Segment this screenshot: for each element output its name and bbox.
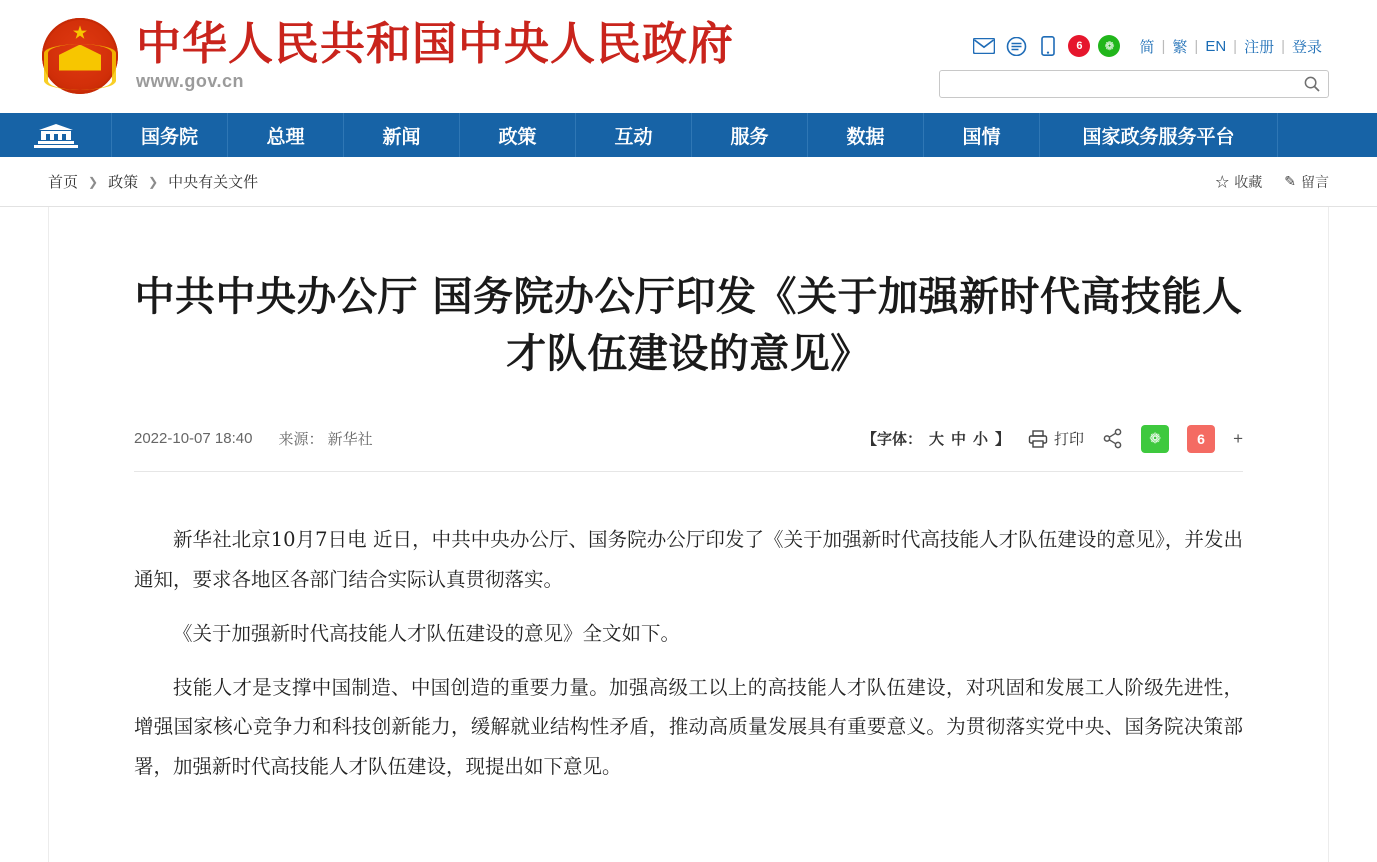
search-button[interactable] (1302, 75, 1322, 95)
favorite-button[interactable] (1215, 172, 1262, 192)
lang-simplified-link[interactable]: 简 (1139, 38, 1155, 56)
brand-text (136, 16, 735, 92)
article-meta-left (134, 428, 373, 449)
link-separator-3: | (1233, 37, 1238, 55)
register-link[interactable]: 注册 (1244, 38, 1275, 56)
weibo-icon[interactable]: 6 (1068, 35, 1090, 57)
login-link[interactable]: 登录 (1291, 38, 1322, 56)
favorite-label: 收藏 (1234, 173, 1263, 190)
site-header (0, 0, 1377, 113)
nav-item-premier[interactable]: 总理 (228, 113, 344, 157)
share-icon[interactable] (1102, 428, 1123, 449)
font-size-small-button[interactable]: 小 (973, 431, 989, 449)
font-size-suffix: 】 (995, 431, 1011, 449)
leave-message-label: 留言 (1301, 173, 1329, 190)
nav-item-guowuyuan[interactable]: 国务院 (112, 113, 228, 157)
print-button[interactable] (1028, 428, 1084, 449)
article-paragraph: 新华社北京10月7日电 近日，中共中央办公厅、国务院办公厅印发了《关于加强新时代高技能人才队伍建设的意见》，并发出通知，要求各地区各部门结合实际认真贯彻落实。 (134, 527, 1243, 591)
wechat-icon[interactable]: ❁ (1098, 35, 1120, 57)
leave-message-button[interactable] (1284, 172, 1329, 192)
publish-date: 2022-10-07 18:40 (134, 430, 253, 448)
breadcrumb-item-policy[interactable]: 政策 (108, 174, 139, 191)
share-weibo-button[interactable]: 6 (1187, 425, 1215, 453)
nav-item-news[interactable]: 新闻 (344, 113, 460, 157)
article-meta (134, 425, 1243, 472)
lang-english-link[interactable]: EN (1205, 37, 1227, 55)
share-more-button[interactable]: + (1233, 428, 1243, 448)
message-icon[interactable] (1004, 36, 1028, 56)
page-title: 中共中央办公厅 国务院办公厅印发《关于加强新时代高技能人才队伍建设的意见》 (134, 274, 1243, 377)
nav-item-policy[interactable]: 政策 (460, 113, 576, 157)
breadcrumb-item-home[interactable]: 首页 (48, 174, 79, 191)
article-paragraph: 《关于加强新时代高技能人才队伍建设的意见》全文如下。 (173, 621, 681, 645)
link-separator-4: | (1281, 37, 1285, 55)
source-group (278, 428, 372, 449)
breadcrumb-tools (1215, 172, 1329, 192)
header-links (1132, 36, 1329, 57)
font-size-large-button[interactable]: 大 (928, 431, 944, 449)
mail-icon[interactable] (972, 36, 996, 56)
star-icon: ☆ (1215, 173, 1230, 190)
tiananmen-icon (28, 121, 84, 149)
chevron-right-icon-1: ❯ (88, 174, 99, 189)
article-container (48, 207, 1329, 862)
header-icon-row (939, 33, 1329, 59)
article-meta-right (862, 425, 1243, 453)
font-size-medium-button[interactable]: 中 (951, 431, 967, 449)
page-body (0, 207, 1377, 862)
brand-url: www.gov.cn (136, 71, 245, 92)
share-wechat-button[interactable]: ❁ (1141, 425, 1169, 453)
link-separator-2: | (1194, 37, 1199, 55)
sidebar-item-home-icon[interactable] (0, 113, 112, 157)
site-brand[interactable] (42, 18, 734, 94)
mobile-icon[interactable] (1036, 36, 1060, 56)
pencil-icon: ✎ (1284, 173, 1296, 189)
national-emblem-icon (42, 18, 118, 94)
nav-item-interaction[interactable]: 互动 (576, 113, 692, 157)
breadcrumb-item-central-documents[interactable]: 中央有关文件 (168, 174, 259, 191)
main-navigation (0, 113, 1377, 157)
article-body (134, 520, 1243, 788)
breadcrumb-bar (0, 157, 1377, 207)
search-box[interactable] (939, 70, 1329, 98)
article-paragraph: 技能人才是支撑中国制造、中国创造的重要力量。加强高级工以上的高技能人才队伍建设，对巩固和发展工人阶级先进性，增强国家核心竞争力和科技创新能力，缓解就业结构性矛盾，推动高质量发展具有重要意义。为贯彻落实党中央、国务院决策部署，加强新时代高技能人才队伍建设，现提出如下意见。 (134, 675, 1243, 779)
print-label: 打印 (1054, 431, 1085, 449)
emblem-star-icon: ★ (72, 24, 88, 42)
chevron-right-icon-2: ❯ (148, 174, 159, 189)
search-input[interactable] (940, 71, 1328, 97)
source-label: 来源： (278, 431, 324, 449)
nav-item-service[interactable]: 服务 (692, 113, 808, 157)
breadcrumb (48, 171, 258, 192)
printer-icon (1028, 430, 1048, 448)
link-separator-1: | (1161, 37, 1166, 55)
lang-traditional-link[interactable]: 繁 (1172, 38, 1188, 56)
font-size-prefix: 【字体： (861, 431, 922, 449)
font-size-control (862, 428, 1010, 449)
source-value[interactable]: 新华社 (327, 431, 373, 449)
header-utility-area (939, 33, 1329, 98)
nav-item-data[interactable]: 数据 (808, 113, 924, 157)
nav-item-national-profile[interactable]: 国情 (924, 113, 1040, 157)
nav-item-gov-service-platform[interactable]: 国家政务服务平台 (1040, 113, 1278, 157)
brand-title: 中华人民共和国中央人民政府 (136, 16, 735, 70)
